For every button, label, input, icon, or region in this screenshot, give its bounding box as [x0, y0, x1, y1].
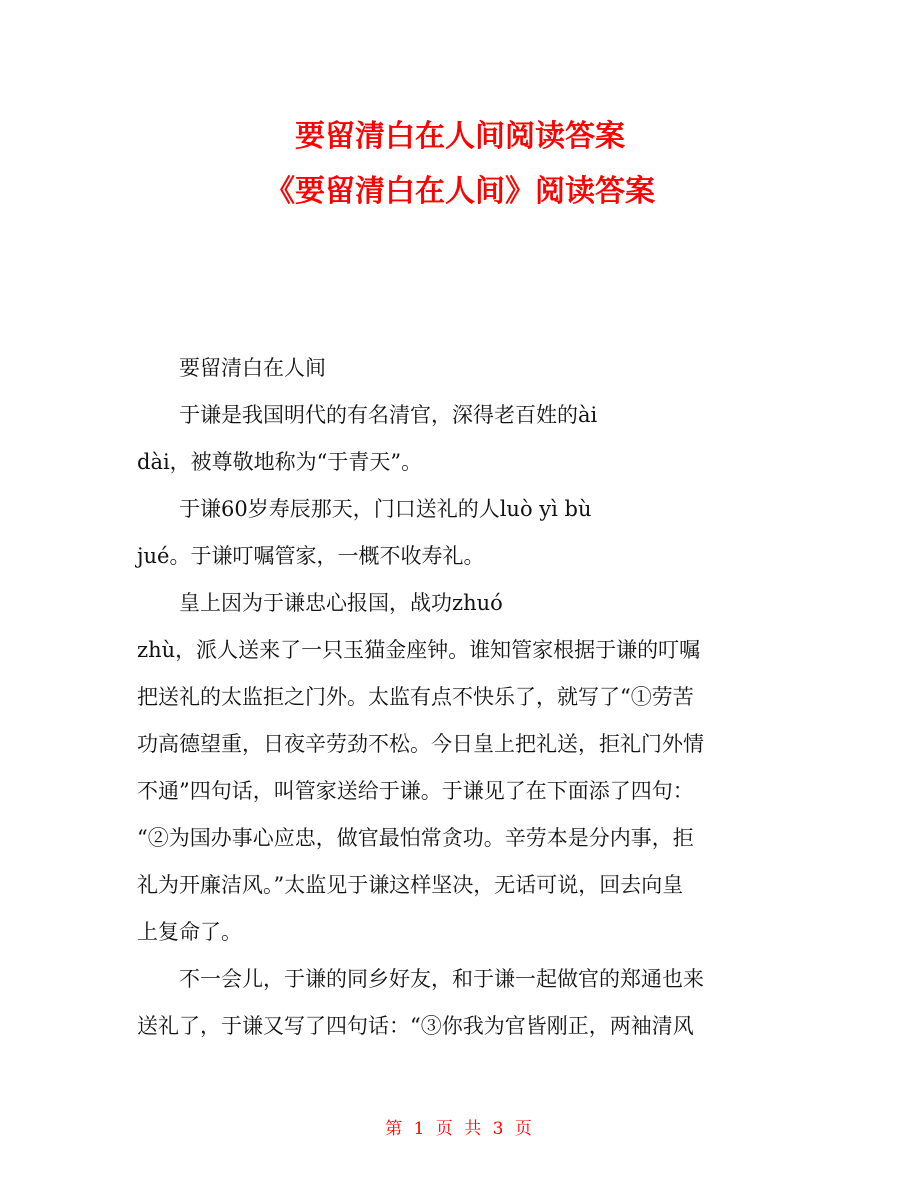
- paragraph-line: 送礼了，于谦又写了四句话：“③你我为官皆刚正，两袖清风: [137, 1014, 694, 1038]
- paragraph-line: dài，被尊敬地称为“于青天”。: [137, 450, 423, 474]
- paragraph-line: 功高德望重，日夜辛劳劲不松。今日皇上把礼送，拒礼门外情: [137, 732, 704, 756]
- paragraph-line: 礼为开廉洁风。”太监见于谦这样坚决，无话可说，回去向皇: [137, 873, 684, 897]
- section-heading: 要留清白在人间: [179, 356, 326, 380]
- paragraph-line: jué。于谦叮嘱管家，一概不收寿礼。: [137, 544, 485, 568]
- paragraph-line: “②为国办事心应忠，做官最怕常贪功。辛劳本是分内事，拒: [137, 826, 694, 850]
- paragraph-line: 把送礼的太监拒之门外。太监有点不快乐了，就写了“①劳苦: [137, 685, 694, 709]
- paragraph-line: 于谦60岁寿辰那天，门口送礼的人luò yì bù: [179, 497, 592, 521]
- paragraph-line: 于谦是我国明代的有名清官，深得老百姓的ài: [179, 403, 598, 427]
- paragraph-line: zhù，派人送来了一只玉猫金座钟。谁知管家根据于谦的叮嘱: [137, 638, 701, 662]
- paragraph-line: 不通”四句话，叫管家送给于谦。于谦见了在下面添了四句：: [137, 779, 694, 803]
- paragraph-line: 皇上因为于谦忠心报国，战功zhuó: [179, 591, 503, 615]
- paragraph-line: 不一会儿，于谦的同乡好友，和于谦一起做官的郑通也来: [179, 967, 704, 991]
- document-title: 要留清白在人间阅读答案: [295, 119, 625, 154]
- paragraph-line: 上复命了。: [137, 920, 242, 944]
- page-number-footer: 第 1 页 共 3 页: [385, 1119, 535, 1139]
- document-subtitle: 《要留清白在人间》阅读答案: [265, 174, 655, 209]
